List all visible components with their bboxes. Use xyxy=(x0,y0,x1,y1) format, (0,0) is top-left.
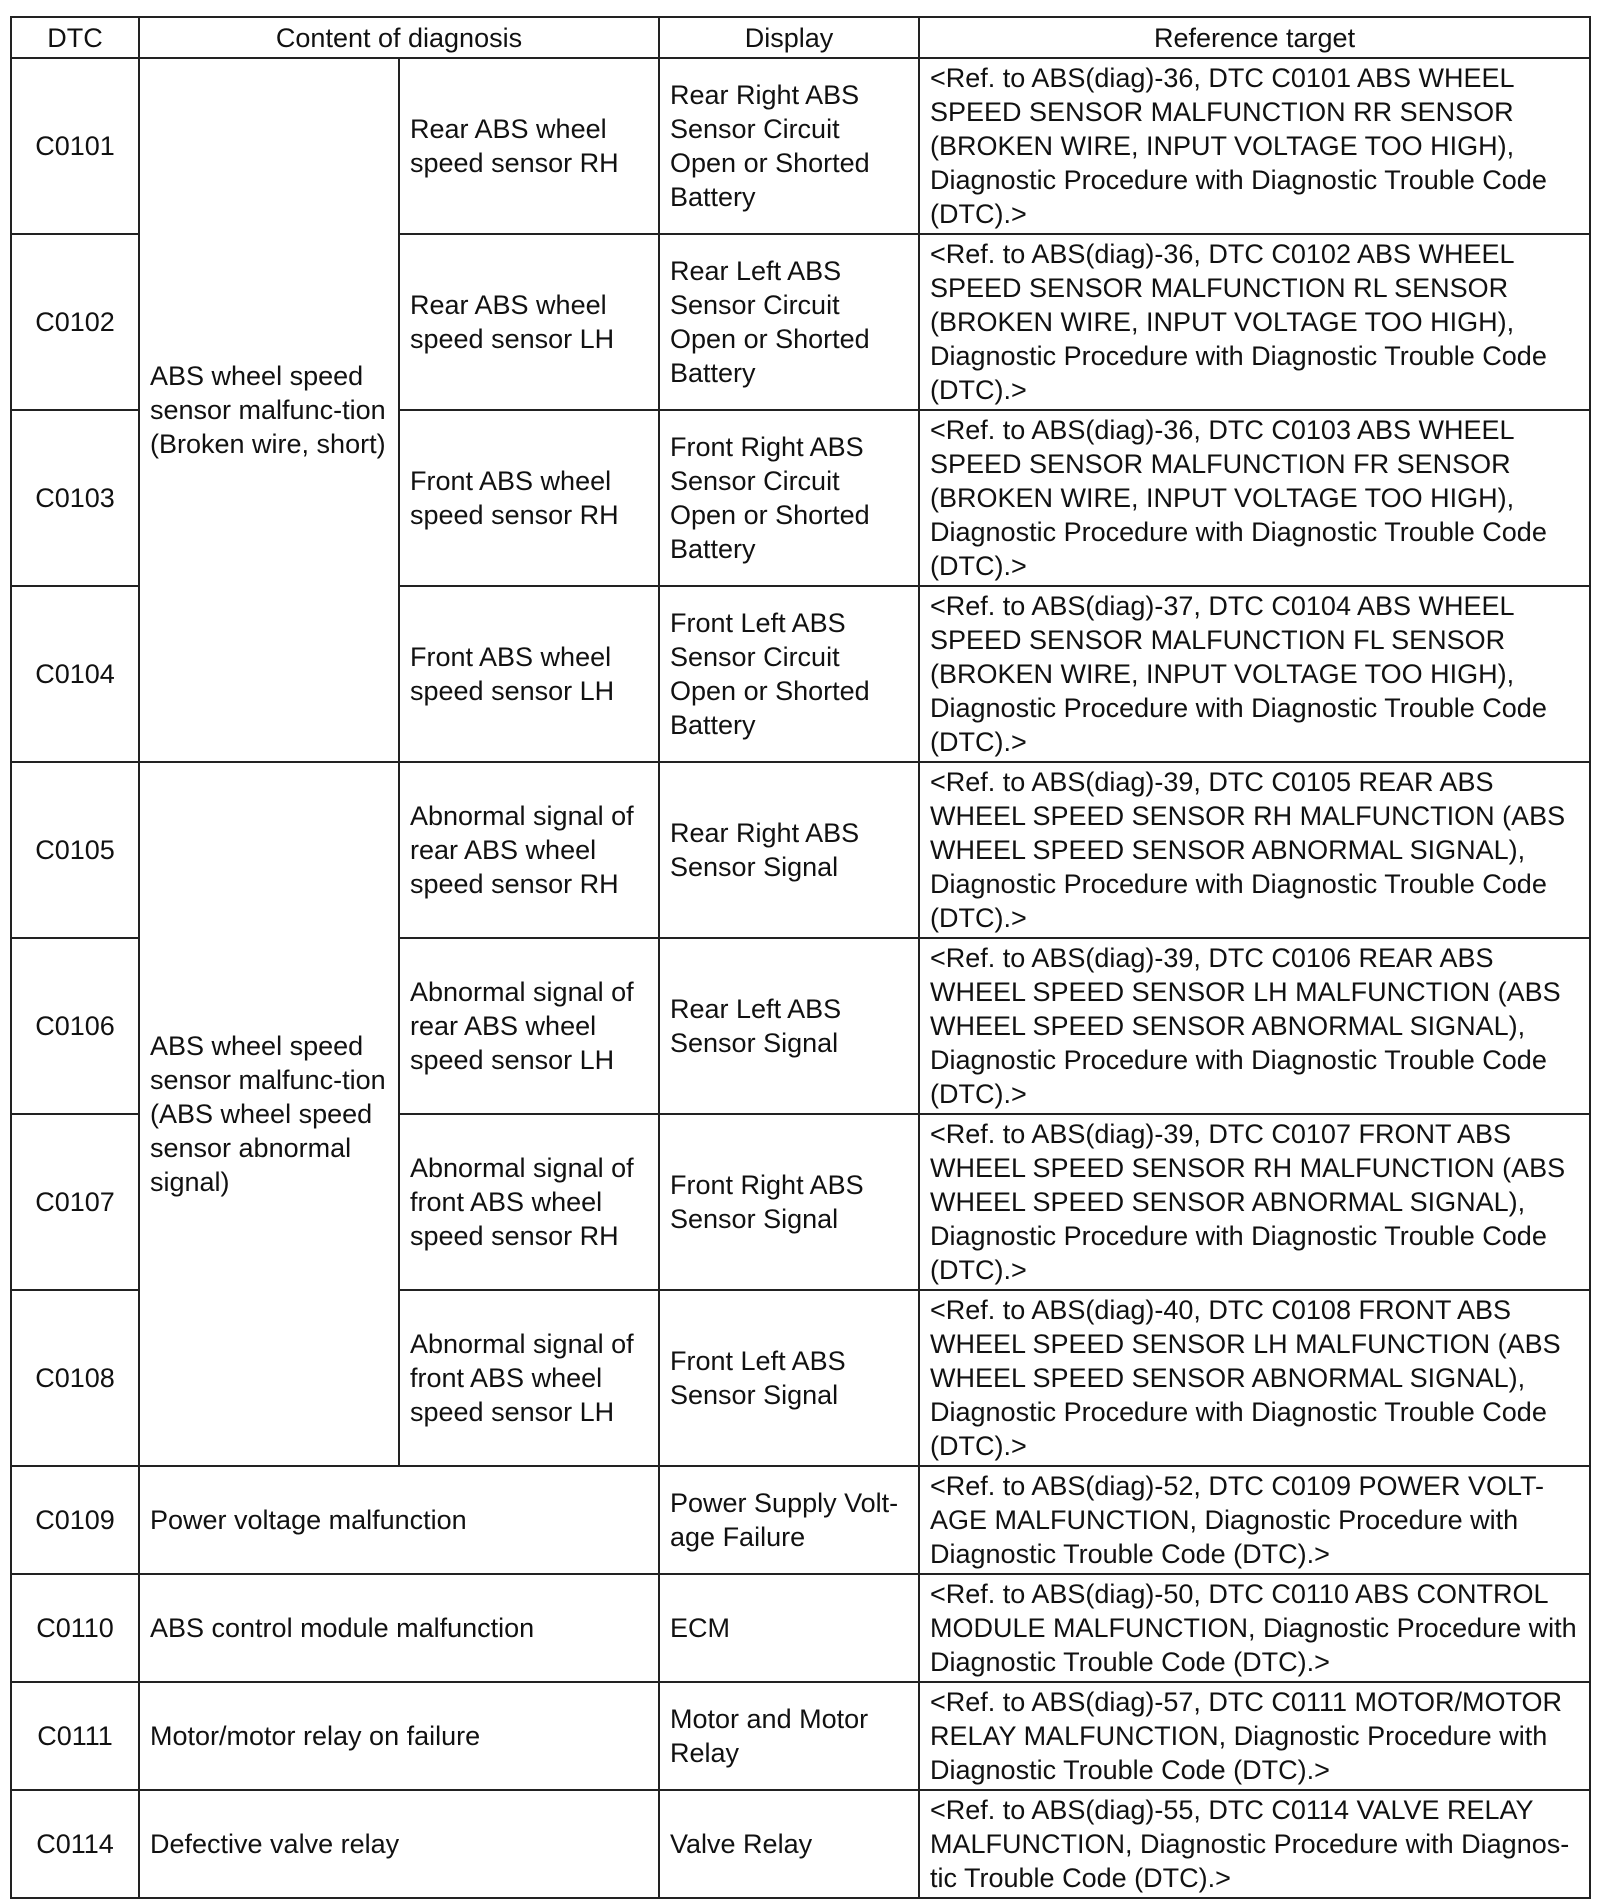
content-detail: Rear ABS wheel speed sensor LH xyxy=(399,234,659,410)
dtc-code: C0106 xyxy=(11,938,139,1114)
header-row xyxy=(11,17,1590,58)
display-text: Valve Relay xyxy=(659,1790,919,1898)
display-text: ECM xyxy=(659,1574,919,1682)
dtc-code: C0105 xyxy=(11,762,139,938)
reference-link[interactable]: <Ref. to ABS(diag)-57, DTC C0111 MOTOR/MOTOR RELAY MALFUNCTION, Diagnostic Procedure with Diagnostic Trouble Code (DTC).> xyxy=(919,1682,1590,1790)
dtc-code: C0104 xyxy=(11,586,139,762)
display-text: Rear Right ABS Sensor Circuit Open or Shorted Battery xyxy=(659,58,919,234)
content-text: Motor/motor relay on failure xyxy=(139,1682,659,1790)
dtc-code: C0110 xyxy=(11,1574,139,1682)
content-detail: Front ABS wheel speed sensor RH xyxy=(399,410,659,586)
content-detail: Abnormal signal of rear ABS wheel speed sensor RH xyxy=(399,762,659,938)
dtc-code: C0101 xyxy=(11,58,139,234)
header-dtc: DTC xyxy=(11,17,139,58)
content-detail: Abnormal signal of front ABS wheel speed sensor RH xyxy=(399,1114,659,1290)
dtc-code: C0102 xyxy=(11,234,139,410)
dtc-code: C0108 xyxy=(11,1290,139,1466)
dtc-table xyxy=(10,16,1591,1899)
reference-link[interactable]: <Ref. to ABS(diag)-40, DTC C0108 FRONT ABS WHEEL SPEED SENSOR LH MALFUNCTION (ABS WHEEL SPEED SENSOR ABNORMAL SIGNAL), Diagnostic Procedure with Diagnostic Trouble Code (DTC).> xyxy=(919,1290,1590,1466)
table-row xyxy=(11,1574,1590,1682)
table-row xyxy=(11,1790,1590,1898)
reference-link[interactable]: <Ref. to ABS(diag)-36, DTC C0103 ABS WHEEL SPEED SENSOR MALFUNCTION FR SENSOR (BROKEN WIRE, INPUT VOLTAGE TOO HIGH), Diagnostic Procedure with Diagnostic Trouble Code (DTC).> xyxy=(919,410,1590,586)
reference-link[interactable]: <Ref. to ABS(diag)-39, DTC C0106 REAR ABS WHEEL SPEED SENSOR LH MALFUNCTION (ABS WHEEL SPEED SENSOR ABNORMAL SIGNAL), Diagnostic Procedure with Diagnostic Trouble Code (DTC).> xyxy=(919,938,1590,1114)
display-text: Front Right ABS Sensor Signal xyxy=(659,1114,919,1290)
table-row xyxy=(11,762,1590,938)
reference-link[interactable]: <Ref. to ABS(diag)-36, DTC C0101 ABS WHEEL SPEED SENSOR MALFUNCTION RR SENSOR (BROKEN WIRE, INPUT VOLTAGE TOO HIGH), Diagnostic Procedure with Diagnostic Trouble Code (DTC).> xyxy=(919,58,1590,234)
header-content: Content of diagnosis xyxy=(139,17,659,58)
reference-link[interactable]: <Ref. to ABS(diag)-52, DTC C0109 POWER VOLT-AGE MALFUNCTION, Diagnostic Procedure with Diagnostic Trouble Code (DTC).> xyxy=(919,1466,1590,1574)
content-detail: Abnormal signal of rear ABS wheel speed sensor LH xyxy=(399,938,659,1114)
header-display: Display xyxy=(659,17,919,58)
content-group: ABS wheel speed sensor malfunc-tion (Broken wire, short) xyxy=(139,58,399,762)
display-text: Rear Right ABS Sensor Signal xyxy=(659,762,919,938)
display-text: Front Left ABS Sensor Signal xyxy=(659,1290,919,1466)
dtc-code: C0107 xyxy=(11,1114,139,1290)
content-group: ABS wheel speed sensor malfunc-tion (ABS wheel speed sensor abnormal signal) xyxy=(139,762,399,1466)
content-detail: Abnormal signal of front ABS wheel speed sensor LH xyxy=(399,1290,659,1466)
dtc-code: C0111 xyxy=(11,1682,139,1790)
dtc-code: C0103 xyxy=(11,410,139,586)
reference-link[interactable]: <Ref. to ABS(diag)-39, DTC C0105 REAR ABS WHEEL SPEED SENSOR RH MALFUNCTION (ABS WHEEL SPEED SENSOR ABNORMAL SIGNAL), Diagnostic Procedure with Diagnostic Trouble Code (DTC).> xyxy=(919,762,1590,938)
table-row xyxy=(11,1466,1590,1574)
table-row xyxy=(11,58,1590,234)
display-text: Power Supply Volt-age Failure xyxy=(659,1466,919,1574)
reference-link[interactable]: <Ref. to ABS(diag)-37, DTC C0104 ABS WHEEL SPEED SENSOR MALFUNCTION FL SENSOR (BROKEN WIRE, INPUT VOLTAGE TOO HIGH), Diagnostic Procedure with Diagnostic Trouble Code (DTC).> xyxy=(919,586,1590,762)
display-text: Rear Left ABS Sensor Circuit Open or Shorted Battery xyxy=(659,234,919,410)
display-text: Front Right ABS Sensor Circuit Open or Shorted Battery xyxy=(659,410,919,586)
dtc-code: C0109 xyxy=(11,1466,139,1574)
reference-link[interactable]: <Ref. to ABS(diag)-55, DTC C0114 VALVE RELAY MALFUNCTION, Diagnostic Procedure with Diagnos-tic Trouble Code (DTC).> xyxy=(919,1790,1590,1898)
reference-link[interactable]: <Ref. to ABS(diag)-36, DTC C0102 ABS WHEEL SPEED SENSOR MALFUNCTION RL SENSOR (BROKEN WIRE, INPUT VOLTAGE TOO HIGH), Diagnostic Procedure with Diagnostic Trouble Code (DTC).> xyxy=(919,234,1590,410)
content-text: Power voltage malfunction xyxy=(139,1466,659,1574)
dtc-code: C0114 xyxy=(11,1790,139,1898)
display-text: Motor and Motor Relay xyxy=(659,1682,919,1790)
reference-link[interactable]: <Ref. to ABS(diag)-39, DTC C0107 FRONT ABS WHEEL SPEED SENSOR RH MALFUNCTION (ABS WHEEL SPEED SENSOR ABNORMAL SIGNAL), Diagnostic Procedure with Diagnostic Trouble Code (DTC).> xyxy=(919,1114,1590,1290)
header-reference: Reference target xyxy=(919,17,1590,58)
table-row xyxy=(11,1682,1590,1790)
content-detail: Front ABS wheel speed sensor LH xyxy=(399,586,659,762)
content-text: ABS control module malfunction xyxy=(139,1574,659,1682)
display-text: Rear Left ABS Sensor Signal xyxy=(659,938,919,1114)
reference-link[interactable]: <Ref. to ABS(diag)-50, DTC C0110 ABS CONTROL MODULE MALFUNCTION, Diagnostic Procedure with Diagnostic Trouble Code (DTC).> xyxy=(919,1574,1590,1682)
content-detail: Rear ABS wheel speed sensor RH xyxy=(399,58,659,234)
content-text: Defective valve relay xyxy=(139,1790,659,1898)
display-text: Front Left ABS Sensor Circuit Open or Shorted Battery xyxy=(659,586,919,762)
